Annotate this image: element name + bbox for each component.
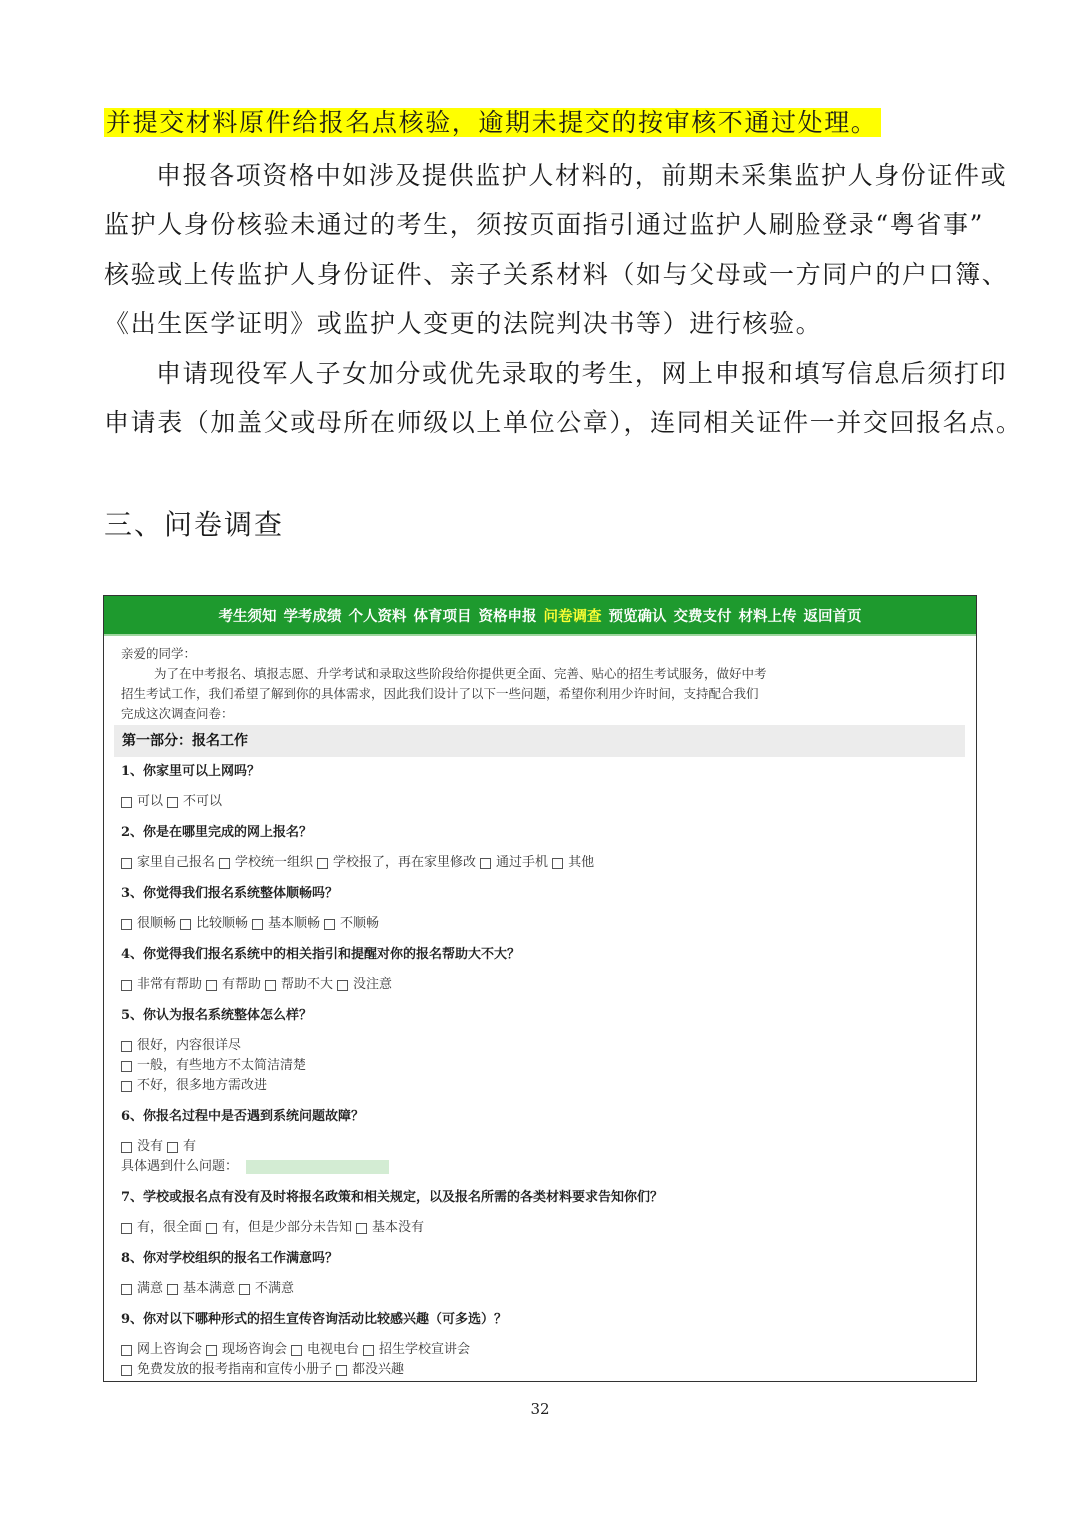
question-options [121,787,970,818]
option-label: 学校报了，再在家里修改 [333,855,477,870]
survey-intro-line: 完成这次调查问卷： [121,706,234,721]
nav-tab-7[interactable]: 预览确认 [608,608,667,625]
page-number: 32 [530,1400,550,1418]
option-label: 免费发放的报考指南和宣传小册子 [137,1362,333,1377]
option-label: 很好，内容很详尽 [137,1038,242,1053]
question-title: 3、你觉得我们报名系统整体顺畅吗？ [121,886,339,901]
option-item[interactable] [239,1279,294,1299]
option-row [121,1218,970,1238]
option-item[interactable] [121,792,163,812]
question-title: 4、你觉得我们报名系统中的相关指引和提醒对你的报名帮助大不大？ [121,947,521,962]
option-label: 很顺畅 [137,916,177,931]
question-options [121,909,970,940]
option-item[interactable] [121,1279,163,1299]
checkbox-icon[interactable] [121,1081,132,1092]
option-item[interactable] [121,1076,267,1096]
checkbox-icon[interactable] [206,980,217,991]
checkbox-icon[interactable] [265,980,276,991]
followup-label: 具体遇到什么问题： [121,1159,239,1174]
nav-tab-10[interactable]: 返回首页 [803,608,862,625]
option-label: 可以 [137,794,164,809]
highlighted-text: 并提交材料原件给报名点核验，逾期未提交的按审核不通过处理。 [104,108,881,137]
checkbox-icon[interactable] [337,980,348,991]
option-item[interactable] [180,914,248,934]
option-label: 基本顺畅 [268,916,321,931]
option-label: 学校统一组织 [235,855,314,870]
option-item[interactable] [121,1218,202,1238]
option-item[interactable] [265,975,333,995]
checkbox-icon[interactable] [121,797,132,808]
option-row [121,792,970,812]
option-row [121,1340,970,1360]
question-options [121,1274,970,1305]
nav-tab-5[interactable]: 资格申报 [478,608,537,625]
option-item[interactable] [206,1218,352,1238]
option-row [121,1076,970,1096]
option-label: 满意 [137,1281,164,1296]
paragraph-line-1 [104,103,984,143]
section-title: 三、问卷调查 [104,508,285,541]
survey-greeting: 亲爱的同学： [121,646,197,661]
question-options [121,1213,970,1244]
paragraph-line-3: 监护人身份核验未通过的考生，须按页面指引通过监护人刷脸登录“粤省事” [104,210,984,239]
option-label: 有帮助 [222,977,262,992]
question-title: 1、你家里可以上网吗？ [121,764,261,779]
survey-body [104,636,976,1382]
checkbox-icon[interactable] [291,1345,302,1356]
option-label: 家里自己报名 [137,855,216,870]
option-item[interactable] [252,914,320,934]
option-label: 有，很全面 [137,1220,203,1235]
option-item[interactable] [121,1137,163,1157]
option-label: 都没兴趣 [352,1362,405,1377]
question-title: 9、你对以下哪种形式的招生宣传咨询活动比较感兴趣（可多选）？ [121,1312,508,1327]
option-item[interactable] [356,1218,424,1238]
option-row [121,853,970,873]
part-header: 第一部分：报名工作 [114,725,965,757]
checkbox-icon[interactable] [121,1345,132,1356]
option-row [121,1279,970,1299]
option-label: 其他 [568,855,595,870]
checkbox-icon[interactable] [317,858,328,869]
question-title: 5、你认为报名系统整体怎么样？ [121,1008,313,1023]
checkbox-icon[interactable] [121,1061,132,1072]
paragraph-line-6: 申请现役军人子女加分或优先录取的考生，网上申报和填写信息后须打印 [156,359,1008,388]
checkbox-icon[interactable] [121,1284,132,1295]
option-item[interactable] [121,1056,306,1076]
option-item[interactable] [324,914,379,934]
option-label: 没注意 [353,977,393,992]
option-item[interactable] [121,914,176,934]
checkbox-icon[interactable] [121,1041,132,1052]
checkbox-icon[interactable] [167,1142,178,1153]
option-label: 基本满意 [183,1281,236,1296]
checkbox-icon[interactable] [336,1365,347,1376]
question-options [121,1335,970,1382]
option-item[interactable] [291,1340,359,1360]
question-options [121,970,970,1001]
option-item[interactable] [121,1360,332,1380]
checkbox-icon[interactable] [121,980,132,991]
option-item[interactable] [121,1036,241,1056]
option-label: 网上咨询会 [137,1342,203,1357]
checkbox-icon[interactable] [206,1223,217,1234]
option-label: 没有 [137,1139,164,1154]
option-item[interactable] [363,1340,470,1360]
question-list [121,757,970,1382]
option-label: 有，但是少部分未告知 [222,1220,353,1235]
question-title: 2、你是在哪里完成的网上报名？ [121,825,313,840]
checkbox-icon[interactable] [180,919,191,930]
option-label: 不满意 [255,1281,295,1296]
nav-tab-3[interactable]: 个人资料 [348,608,407,625]
option-item[interactable] [121,1340,202,1360]
checkbox-icon[interactable] [324,919,335,930]
option-label: 基本没有 [372,1220,425,1235]
option-item[interactable] [167,1279,235,1299]
nav-tab-9[interactable]: 材料上传 [738,608,797,625]
option-label: 一般，有些地方不太简洁清楚 [137,1058,307,1073]
option-label: 现场咨询会 [222,1342,288,1357]
problem-detail-input[interactable] [246,1160,389,1174]
option-row [121,1137,970,1157]
option-label: 不可以 [183,794,223,809]
question-options [121,1031,970,1102]
followup-row [121,1157,970,1177]
option-row [121,1036,970,1056]
option-item[interactable] [167,1137,196,1157]
checkbox-icon[interactable] [480,858,491,869]
option-row [121,1056,970,1076]
checkbox-icon[interactable] [363,1345,374,1356]
question-title: 7、学校或报名点有没有及时将报名政策和相关规定，以及报名所需的各类材料要求告知你们？ [121,1190,664,1205]
survey-intro-line: 招生考试工作，我们希望了解到你的具体需求，因此我们设计了以下一些问题，希望你利用少许时间，支持配合我们 [121,686,759,701]
option-label: 招生学校宣讲会 [379,1342,471,1357]
checkbox-icon[interactable] [206,1345,217,1356]
option-item[interactable] [206,1340,287,1360]
nav-tab-4[interactable]: 体育项目 [413,608,472,625]
checkbox-icon[interactable] [121,858,132,869]
option-label: 电视电台 [307,1342,360,1357]
paragraph-line-5: 《出生医学证明》或监护人变更的法院判决书等）进行核验。 [104,309,823,338]
option-label: 不顺畅 [340,916,380,931]
option-item[interactable] [480,853,548,873]
nav-tab-2[interactable]: 学考成绩 [283,608,342,625]
option-label: 帮助不大 [281,977,334,992]
checkbox-icon[interactable] [167,1284,178,1295]
option-label: 比较顺畅 [196,916,249,931]
survey-nav-bar [104,596,976,636]
option-item[interactable] [206,975,261,995]
checkbox-icon[interactable] [121,1142,132,1153]
nav-tab-1[interactable]: 考生须知 [218,608,277,625]
checkbox-icon[interactable] [121,1365,132,1376]
checkbox-icon[interactable] [167,797,178,808]
option-row [121,914,970,934]
option-item[interactable] [552,853,594,873]
option-item[interactable] [167,792,222,812]
survey-intro-line: 为了在中考报名、填报志愿、升学考试和录取这些阶段给你提供更全面、完善、贴心的招生考试服务，做好中考 [154,666,767,681]
checkbox-icon[interactable] [121,919,132,930]
checkbox-icon[interactable] [252,919,263,930]
question-title: 8、你对学校组织的报名工作满意吗？ [121,1251,339,1266]
option-item[interactable] [219,853,313,873]
paragraph-line-2: 申报各项资格中如涉及提供监护人材料的，前期未采集监护人身份证件或 [156,161,1008,190]
option-label: 不好，很多地方需改进 [137,1078,268,1093]
checkbox-icon[interactable] [239,1284,250,1295]
option-row [121,975,970,995]
question-options [121,848,970,879]
checkbox-icon[interactable] [552,858,563,869]
option-label: 通过手机 [496,855,549,870]
checkbox-icon[interactable] [219,858,230,869]
survey-screenshot [103,595,977,1382]
option-item[interactable] [121,853,215,873]
option-row [121,1360,970,1380]
option-label: 有 [183,1139,197,1154]
option-label: 非常有帮助 [137,977,203,992]
nav-tab-8[interactable]: 交费支付 [673,608,732,625]
option-item[interactable] [336,1360,404,1380]
option-item[interactable] [317,853,476,873]
paragraph-line-4: 核验或上传监护人身份证件、亲子关系材料（如与父母或一方同户的户口簿、 [104,260,1009,289]
nav-tab-6[interactable]: 问卷调查 [543,608,602,625]
question-title: 6、你报名过程中是否遇到系统问题故障？ [121,1109,365,1124]
option-item[interactable] [337,975,392,995]
option-item[interactable] [121,975,202,995]
checkbox-icon[interactable] [121,1223,132,1234]
checkbox-icon[interactable] [356,1223,367,1234]
question-options [121,1132,970,1183]
paragraph-line-7: 申请表（加盖父或母所在师级以上单位公章），连同相关证件一并交回报名点。 [104,408,1023,437]
